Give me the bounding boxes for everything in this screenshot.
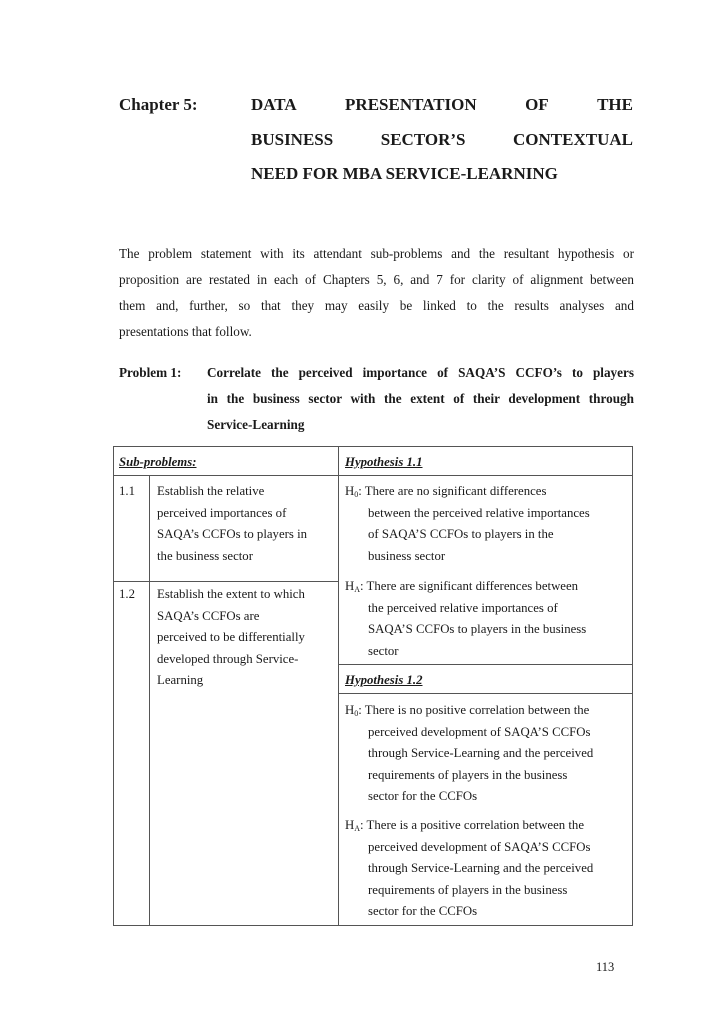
title-word: OF bbox=[525, 95, 549, 114]
hypothesis-1-2-alternative bbox=[345, 815, 630, 923]
table-border-num bbox=[149, 475, 150, 926]
hypothesis-1-1-alternative bbox=[345, 576, 630, 662]
h-subscript: 0 bbox=[354, 490, 359, 499]
title-word: DATA bbox=[251, 95, 297, 114]
title-word: PRESENTATION bbox=[345, 95, 477, 114]
hypothesis-1-2-header: Hypothesis 1.2 bbox=[345, 673, 423, 687]
intro-line: proposition are restated in each of Chapters 5, 6, and 7 for clarity of alignment between bbox=[119, 272, 634, 287]
chapter-label: Chapter 5: bbox=[119, 95, 198, 114]
hypothesis-line: business sector bbox=[368, 548, 446, 563]
hypothesis-1-2-null bbox=[345, 700, 630, 808]
problem-line: in the business sector with the extent of their development through bbox=[207, 391, 634, 406]
title-word: NEED FOR MBA SERVICE-LEARNING bbox=[251, 164, 558, 183]
title-word: THE bbox=[597, 95, 633, 114]
hypothesis-line: requirements of players in the business bbox=[368, 882, 568, 897]
hypothesis-line: through Service-Learning and the perceived bbox=[368, 746, 594, 760]
hypothesis-line: perceived development of SAQA’S CCFOs bbox=[368, 724, 591, 739]
h-symbol: H bbox=[345, 579, 355, 593]
table-border-header bbox=[113, 475, 633, 476]
hypothesis-line: sector for the CCFOs bbox=[368, 789, 478, 803]
subproblem-1-1-text bbox=[157, 481, 337, 567]
subproblem-1-2-number: 1.2 bbox=[119, 587, 135, 601]
table-border-bottom bbox=[113, 925, 633, 926]
subproblem-line: developed through Service- bbox=[157, 651, 299, 666]
subproblem-line: SAQA’s CCFOs to players in bbox=[157, 527, 308, 541]
subproblems-header: Sub-problems: bbox=[119, 455, 197, 469]
hypothesis-line: sector for the CCFOs bbox=[368, 904, 478, 918]
hypothesis-1-1-header: Hypothesis 1.1 bbox=[345, 455, 423, 469]
page-number: 113 bbox=[596, 960, 615, 974]
table-border-hyp2-header bbox=[338, 693, 633, 694]
intro-line: The problem statement with its attendant sub-problems and the resultant hypothesis or bbox=[119, 246, 634, 261]
subproblem-1-1-number: 1.1 bbox=[119, 484, 135, 498]
table-border-right bbox=[632, 446, 633, 926]
h-subscript: A bbox=[354, 824, 361, 833]
hypothesis-line: between the perceived relative importances bbox=[368, 505, 590, 520]
hypothesis-first-line: : There are no significant differences bbox=[358, 484, 547, 498]
subproblem-line: Establish the extent to which bbox=[157, 587, 305, 601]
h-symbol: H bbox=[345, 703, 355, 717]
hypothesis-line: through Service-Learning and the perceived bbox=[368, 861, 594, 875]
hypothesis-line: perceived development of SAQA’S CCFOs bbox=[368, 839, 591, 854]
problem-label: Problem 1: bbox=[119, 365, 182, 380]
title-word: CONTEXTUAL bbox=[513, 130, 633, 149]
subproblem-line: Learning bbox=[157, 673, 204, 687]
hypothesis-first-line: : There are significant differences between bbox=[360, 579, 579, 593]
subproblem-line: Establish the relative bbox=[157, 484, 265, 498]
problem-line: Service-Learning bbox=[207, 417, 305, 432]
intro-line: them and, further, so that they may easily be linked to the results analyses and bbox=[119, 298, 634, 313]
hypothesis-first-line: : There is no positive correlation between the bbox=[358, 703, 590, 717]
chapter-title-line-2 bbox=[251, 130, 633, 150]
hypothesis-1-1-null bbox=[345, 481, 630, 567]
h-symbol: H bbox=[345, 484, 355, 498]
subproblem-line: the business sector bbox=[157, 548, 253, 563]
hypothesis-line: requirements of players in the business bbox=[368, 767, 568, 782]
intro-line: presentations that follow. bbox=[119, 324, 252, 339]
chapter-title-line-3 bbox=[251, 164, 633, 184]
hypothesis-line: the perceived relative importances of bbox=[368, 600, 558, 615]
table-border-mid bbox=[338, 446, 339, 926]
h-subscript: 0 bbox=[354, 709, 359, 718]
chapter-title-line-1 bbox=[251, 95, 633, 115]
subproblem-1-2-text bbox=[157, 584, 337, 692]
subproblem-line: perceived to be differentially bbox=[157, 630, 305, 644]
intro-paragraph bbox=[119, 241, 634, 345]
hypothesis-line: sector bbox=[368, 643, 399, 658]
table-border-top bbox=[113, 446, 633, 447]
subproblem-line: SAQA’s CCFOs are bbox=[157, 608, 260, 623]
problem-line: Correlate the perceived importance of SAQA’S CCFO’s to players bbox=[207, 365, 634, 380]
title-word: SECTOR’S bbox=[380, 130, 466, 149]
hypothesis-line: of SAQA’S CCFOs to players in the bbox=[368, 527, 554, 541]
table-border-hyp1 bbox=[338, 664, 633, 665]
hypothesis-first-line: : There is a positive correlation between the bbox=[360, 818, 585, 832]
h-subscript: A bbox=[354, 585, 361, 594]
subproblem-line: perceived importances of bbox=[157, 505, 287, 520]
table-border-left bbox=[113, 446, 114, 926]
h-symbol: H bbox=[345, 818, 355, 832]
title-word: BUSINESS bbox=[251, 130, 334, 149]
hypothesis-line: SAQA’S CCFOs to players in the business bbox=[368, 622, 587, 636]
problem-text bbox=[207, 360, 634, 438]
table-border-sub1 bbox=[113, 581, 338, 582]
